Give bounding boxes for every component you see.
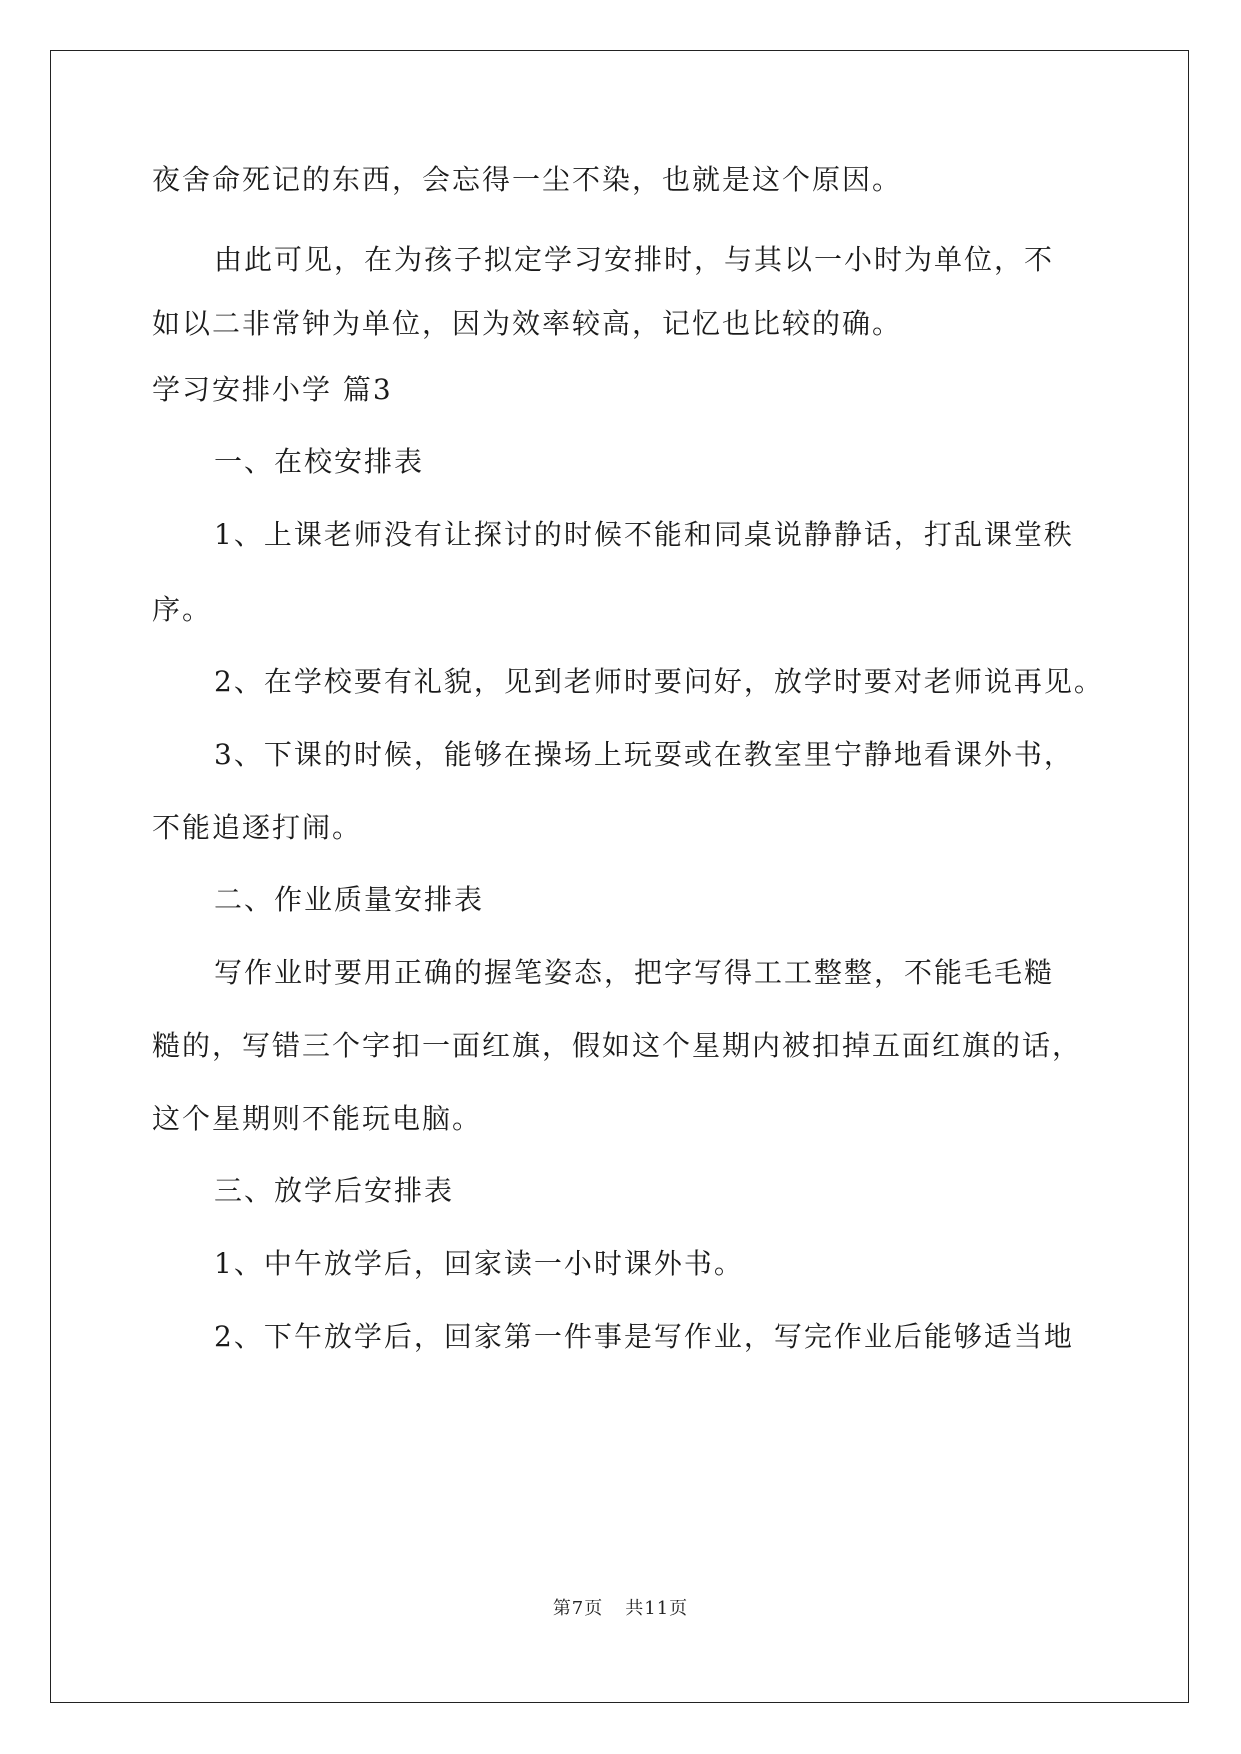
paragraph-line: 不能追逐打闹。 [152, 811, 363, 844]
paragraph-line: 夜舍命死记的东西，会忘得一尘不染，也就是这个原因。 [152, 163, 903, 196]
page-number: 第7页 [552, 1598, 604, 1619]
paragraph-line: 写作业时要用正确的握笔姿态，把字写得工工整整，不能毛毛糙 [214, 956, 1055, 989]
subheading: 一、在校安排表 [214, 445, 425, 478]
paragraph-line: 1、中午放学后，回家读一小时课外书。 [214, 1247, 744, 1280]
page-border [50, 50, 1189, 1703]
paragraph-line: 2、在学校要有礼貌，见到老师时要问好，放学时要对老师说再见。 [214, 665, 1104, 698]
subheading: 三、放学后安排表 [214, 1174, 455, 1207]
section-heading: 学习安排小学 篇3 [152, 373, 393, 406]
paragraph-line: 3、下课的时候，能够在操场上玩耍或在教室里宁静地看课外书， [214, 738, 1074, 771]
page-footer [0, 1594, 1241, 1620]
page-total: 共11页 [625, 1598, 689, 1619]
subheading: 二、作业质量安排表 [214, 883, 485, 916]
paragraph-line: 如以二非常钟为单位，因为效率较高，记忆也比较的确。 [152, 307, 903, 340]
paragraph-line: 糙的，写错三个字扣一面红旗，假如这个星期内被扣掉五面红旗的话， [152, 1029, 1083, 1062]
paragraph-line: 2、下午放学后，回家第一件事是写作业，写完作业后能够适当地 [214, 1320, 1074, 1353]
paragraph-line: 1、上课老师没有让探讨的时候不能和同桌说静静话，打乱课堂秩 [214, 518, 1074, 551]
paragraph-line: 由此可见，在为孩子拟定学习安排时，与其以一小时为单位，不 [214, 243, 1055, 276]
paragraph-line: 序。 [152, 593, 213, 626]
paragraph-line: 这个星期则不能玩电脑。 [152, 1102, 483, 1135]
